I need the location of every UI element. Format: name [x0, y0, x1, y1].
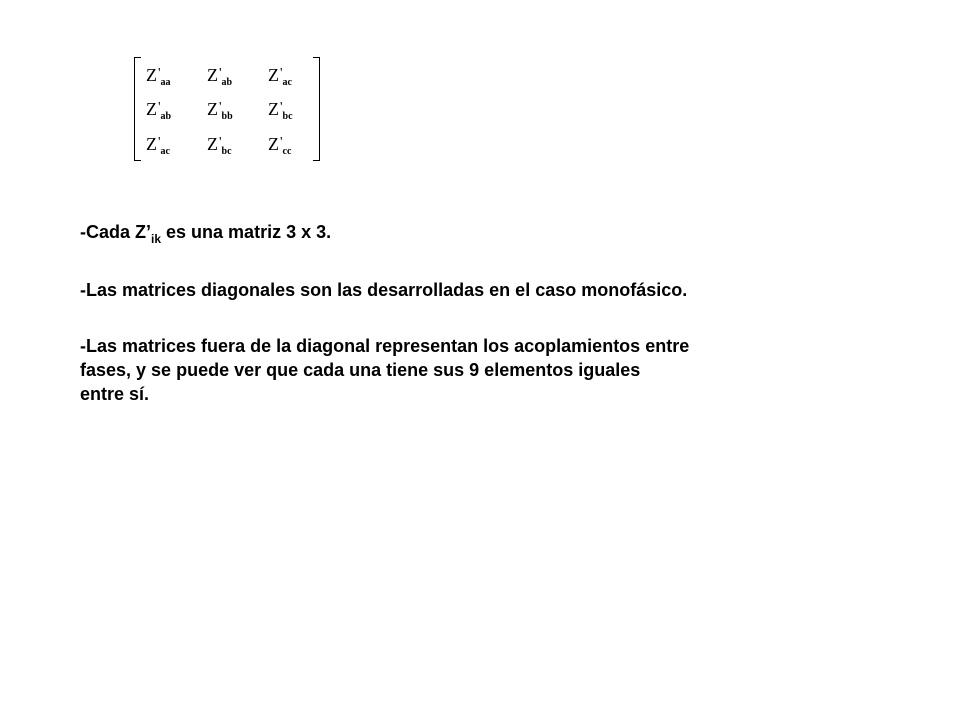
matrix-symbol: Z — [268, 134, 279, 154]
paragraph-line: -Las matrices fuera de la diagonal representan los acoplamientos entre — [80, 336, 690, 356]
matrix-subscript: ab — [160, 111, 172, 122]
matrix-symbol: Z — [268, 65, 279, 85]
matrix-prime: ' — [219, 66, 222, 81]
matrix-prime: ' — [219, 100, 222, 115]
paragraph-text: -Las matrices diagonales son las desarrolladas en el caso monofásico. — [80, 280, 688, 300]
matrix-cell-2-0 — [146, 134, 170, 161]
matrix-cell-1-0 — [146, 99, 171, 126]
paragraph-line: fases, y se puede ver que cada una tiene sus 9 elementos iguales — [80, 360, 641, 380]
matrix-symbol: Z — [146, 65, 157, 85]
subscript-ik: ik — [151, 232, 162, 246]
paragraph-matrix-size — [80, 220, 331, 251]
matrix-prime: ' — [219, 135, 222, 150]
matrix-subscript: cc — [282, 146, 292, 157]
matrix-prime: ' — [280, 100, 283, 115]
paragraph-text: es una matriz 3 x 3. — [161, 222, 332, 242]
matrix-prime: ' — [280, 135, 283, 150]
matrix-subscript: bc — [221, 146, 232, 157]
paragraph-off-diagonal-matrices — [80, 334, 689, 406]
matrix-subscript: ac — [282, 77, 292, 88]
matrix-prime: ' — [158, 66, 161, 81]
paragraph-diagonal-matrices — [80, 278, 687, 302]
matrix-symbol: Z — [207, 65, 218, 85]
matrix-subscript: bc — [282, 111, 293, 122]
matrix-prime: ' — [280, 66, 283, 81]
matrix-subscript: bb — [221, 111, 233, 122]
paragraph-text: -Cada Z’ — [80, 222, 152, 242]
matrix-right-bracket — [313, 57, 320, 161]
matrix-cell-0-0 — [146, 65, 171, 92]
matrix-cell-0-2 — [268, 65, 292, 92]
impedance-matrix — [134, 57, 320, 163]
matrix-symbol: Z — [207, 134, 218, 154]
matrix-cell-1-1 — [207, 99, 233, 126]
matrix-cell-1-2 — [268, 99, 293, 126]
matrix-prime: ' — [158, 135, 161, 150]
matrix-symbol: Z — [146, 134, 157, 154]
matrix-symbol: Z — [207, 99, 218, 119]
matrix-subscript: ab — [221, 77, 233, 88]
matrix-subscript: ac — [160, 146, 170, 157]
matrix-subscript: aa — [160, 77, 171, 88]
matrix-cell-2-2 — [268, 134, 291, 161]
matrix-cell-2-1 — [207, 134, 232, 161]
matrix-symbol: Z — [146, 99, 157, 119]
matrix-cell-0-1 — [207, 65, 232, 92]
matrix-left-bracket — [134, 57, 141, 161]
matrix-prime: ' — [158, 100, 161, 115]
matrix-symbol: Z — [268, 99, 279, 119]
paragraph-line: entre sí. — [80, 384, 150, 404]
